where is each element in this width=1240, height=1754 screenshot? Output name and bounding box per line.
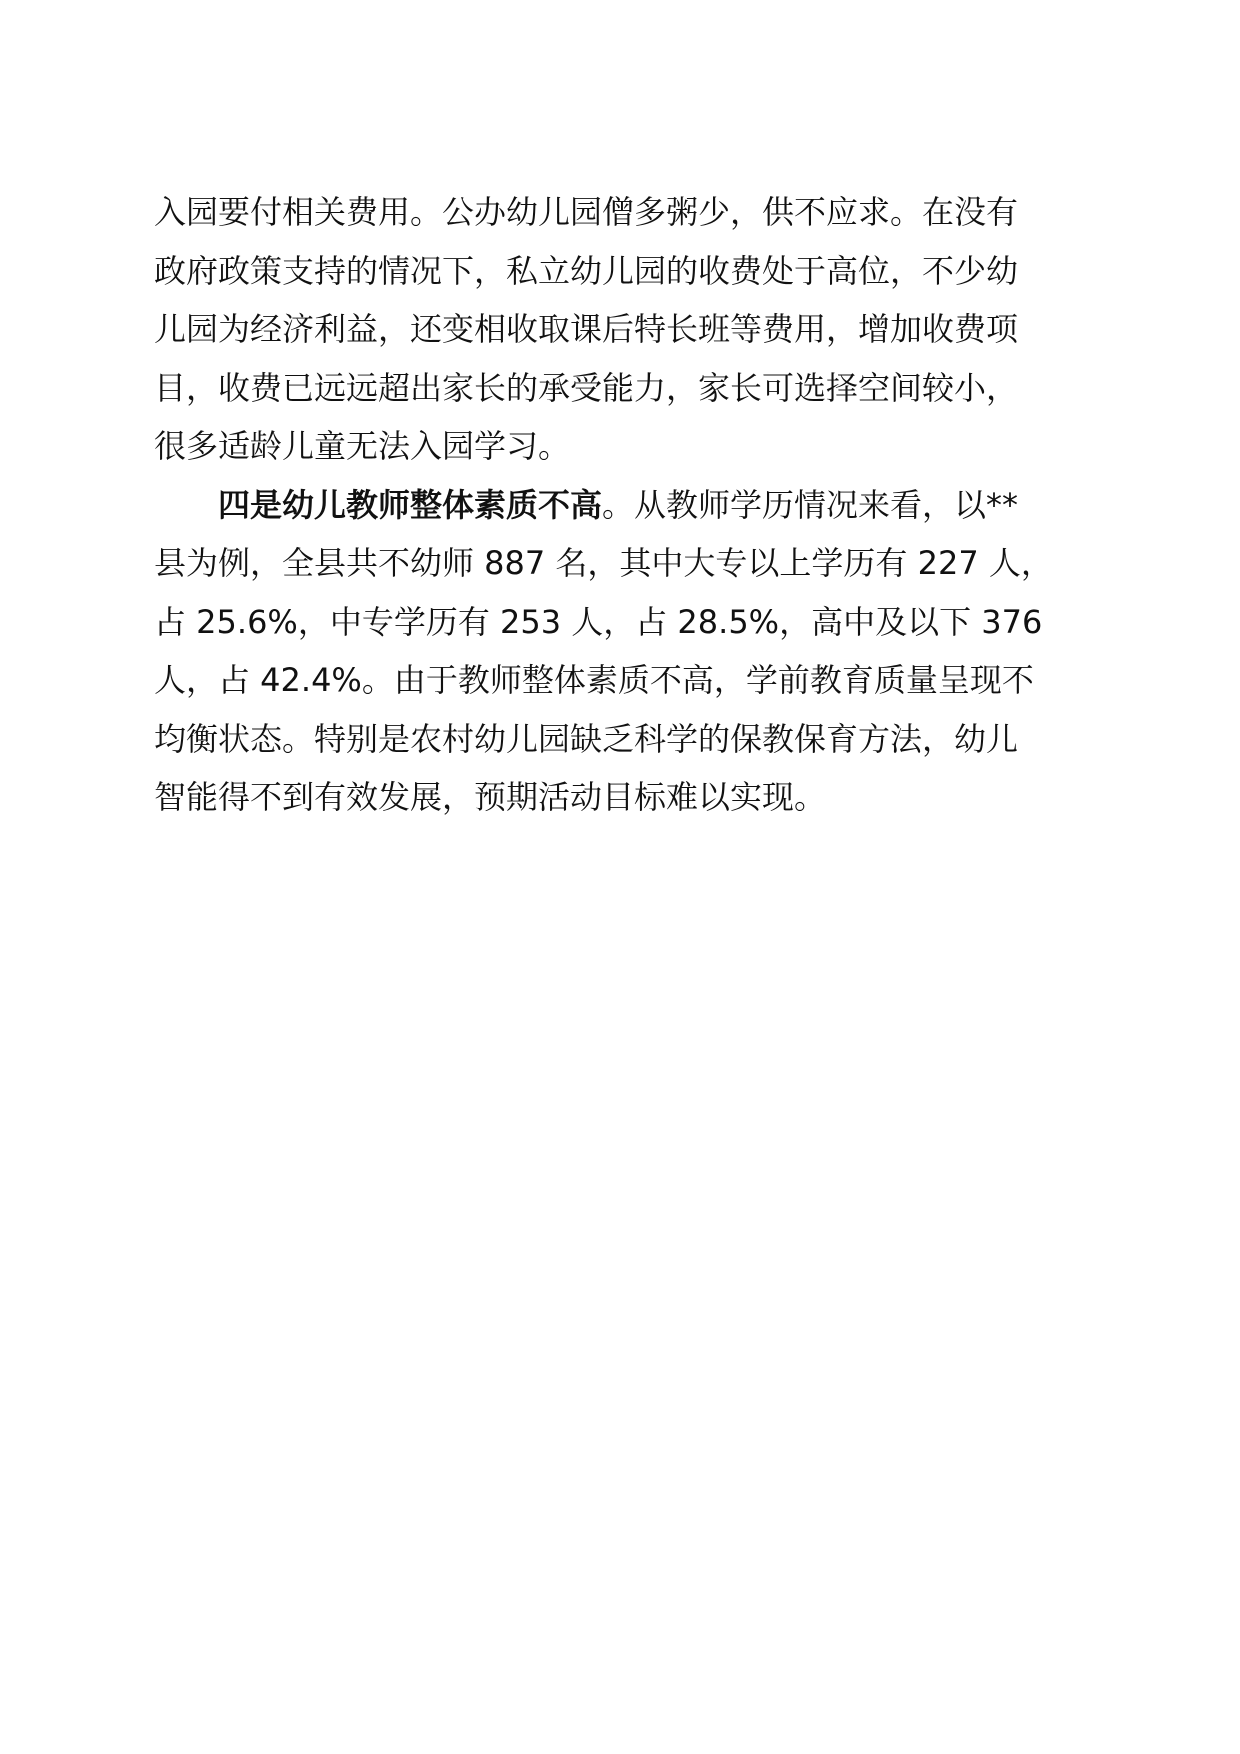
paragraph-fees [154,183,1074,476]
paragraph-first-line [154,476,1074,535]
text-line: 入园要付相关费用。公办幼儿园僧多粥少，供不应求。在没有 [154,193,1019,231]
document-body [154,183,1074,827]
text-line: 占 25.6%，中专学历有 253 人，占 28.5%，高中及以下 376 [154,602,1043,641]
text-line: 县为例，全县共不幼师 887 名，其中大专以上学历有 227 人， [154,544,1053,582]
section-heading: 四是幼儿教师整体素质不高 [218,485,603,524]
text-line: 政府政策支持的情况下，私立幼儿园的收费处于高位，不少幼 [154,251,1019,290]
text-line: 人，占 42.4%。由于教师整体素质不高，学前教育质量呈现不 [154,661,1034,699]
text-line: 儿园为经济利益，还变相收取课后特长班等费用，增加收费项 [154,310,1019,348]
text-line: 均衡状态。特别是农村幼儿园缺乏科学的保教保育方法，幼儿 [154,719,1019,758]
paragraph-teacher-quality [154,476,1074,827]
text-line: 智能得不到有效发展，预期活动目标难以实现。 [154,778,827,816]
text-run: 。从教师学历情况来看，以** [602,485,1019,524]
text-line: 很多适龄儿童无法入园学习。 [154,427,571,465]
text-line: 目，收费已远远超出家长的承受能力，家长可选择空间较小， [154,368,1019,407]
